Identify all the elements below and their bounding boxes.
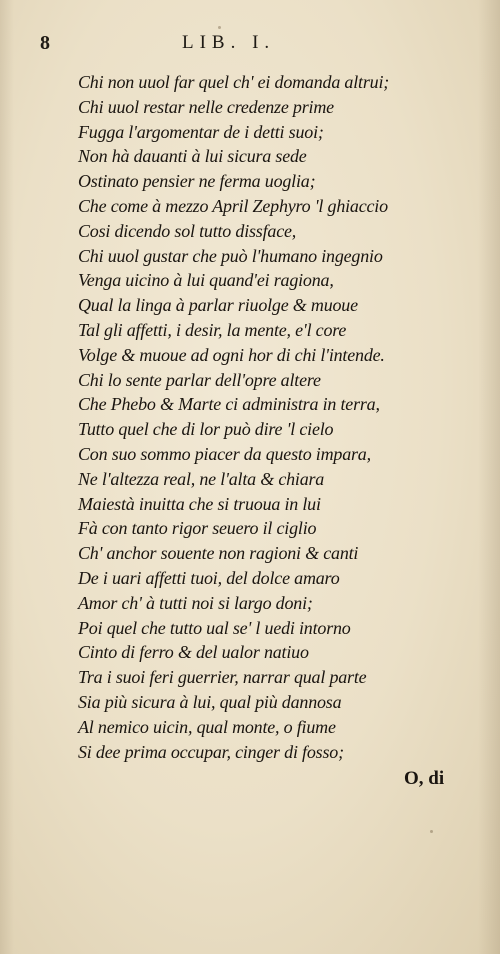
verse-line: Ostinato pensier ne ferma uoglia; — [78, 171, 316, 192]
verse-line: Con suo sommo piacer da questo impara, — [78, 443, 371, 464]
verse-line: Fà con tanto rigor seuero il ciglio — [78, 518, 317, 539]
verse-line: Maiestà inuitta che si truoua in lui — [78, 493, 321, 514]
page-shadow-right — [478, 0, 500, 954]
verse-line: Chi uuol restar nelle credenze prime — [78, 96, 334, 117]
verse-line: Chi uuol gustar che può l'humano ingegnio — [78, 245, 383, 266]
verse-line: Che come à mezzo April Zephyro 'l ghiaccio — [78, 195, 388, 216]
verse-line: De i uari affetti tuoi, del dolce amaro — [78, 567, 340, 588]
verse-list — [78, 70, 478, 764]
page-header — [40, 32, 480, 58]
verse-line: Tutto quel che di lor può dire 'l cielo — [78, 419, 334, 440]
verse-line: Poi quel che tutto ual se' l uedi intorno — [78, 617, 351, 638]
verse-line: Sia più sicura à lui, qual più dannosa — [78, 691, 342, 712]
verse-line: Chi lo sente parlar dell'opre altere — [78, 369, 321, 390]
verse-line: Ch' anchor souente non ragioni & canti — [78, 543, 359, 564]
verse-line: Amor ch' à tutti noi si largo doni; — [78, 592, 313, 613]
verse-line: Non hà dauanti à lui sicura sede — [78, 146, 307, 167]
verse-line: Chi non uuol far quel ch' ei domanda altrui; — [78, 72, 390, 92]
paper-speck — [430, 830, 433, 833]
verse-line: Volge & muoue ad ogni hor di chi l'intende. — [78, 344, 385, 365]
verse-line: Cinto di ferro & del ualor natiuo — [78, 642, 309, 663]
verse-line: Ne l'altezza real, ne l'alta & chiara — [78, 468, 325, 489]
running-head: LIB. I. — [182, 32, 276, 53]
verse-line: Si dee prima occupar, cinger di fosso; — [78, 741, 344, 762]
catchword: O, di — [404, 768, 445, 789]
verse-line: Fugga l'argomentar de i detti suoi; — [78, 121, 324, 142]
page-shadow-left — [0, 0, 14, 954]
verse-line: Tal gli affetti, i desir, la mente, e'l core — [78, 319, 347, 340]
paper-speck — [218, 26, 221, 29]
verse-line: Al nemico uicin, qual monte, o fiume — [78, 716, 336, 737]
verse-line: Qual la linga à parlar riuolge & muoue — [78, 295, 358, 316]
verse-line: Che Phebo & Marte ci administra in terra, — [78, 394, 380, 415]
verse-line: Venga uicino à lui quand'ei ragiona, — [78, 270, 334, 291]
verse-line: Tra i suoi feri guerrier, narrar qual parte — [78, 667, 367, 688]
verse-line: Cosi dicendo sol tutto dissface, — [78, 220, 297, 241]
page-number: 8 — [40, 32, 50, 54]
